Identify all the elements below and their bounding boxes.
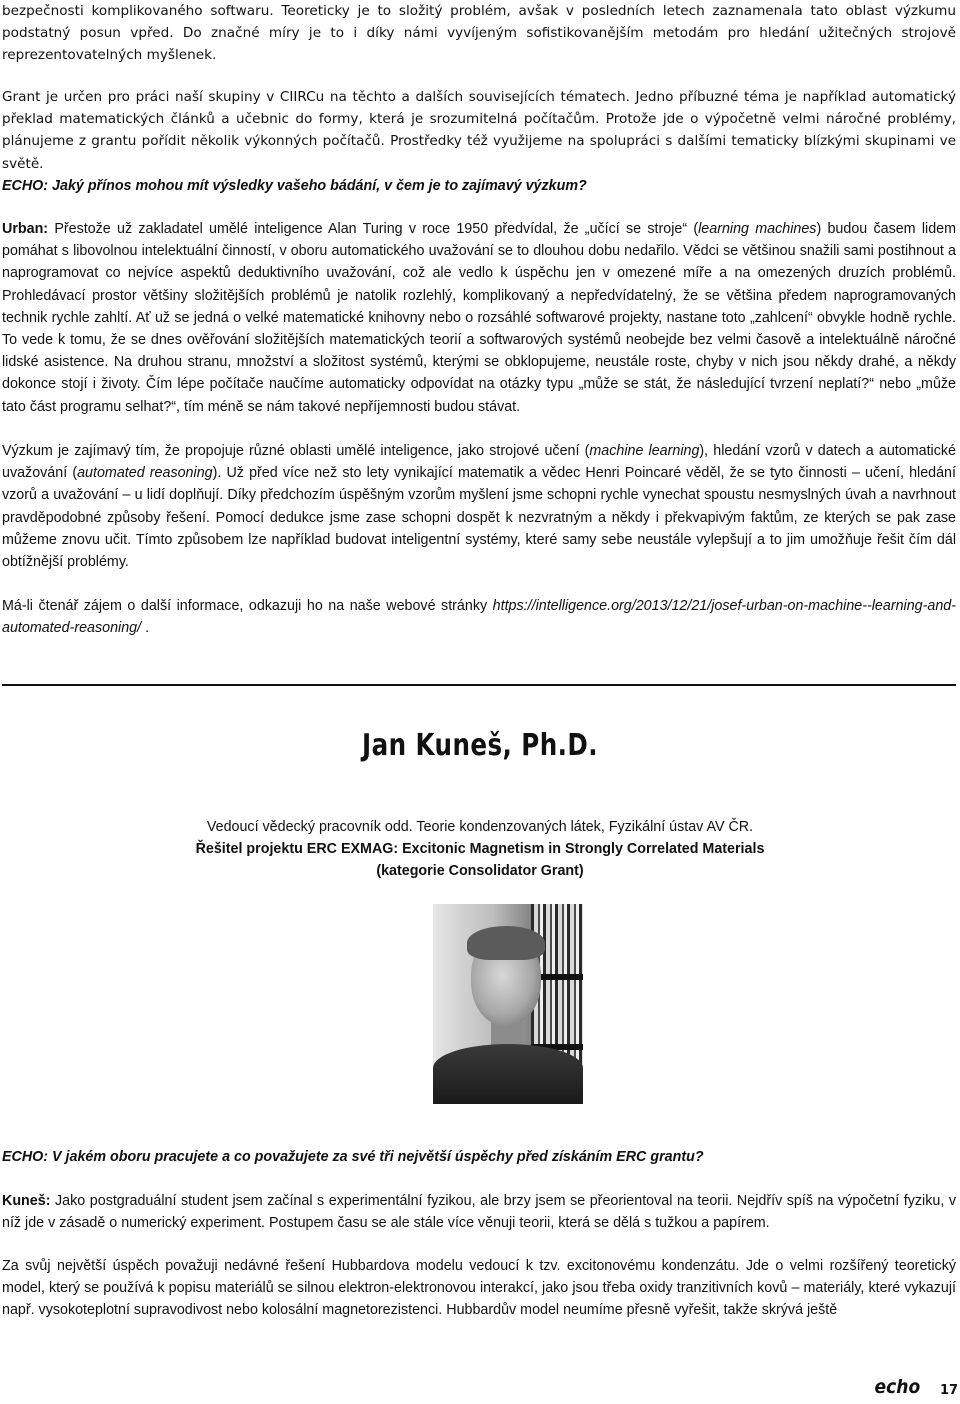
portrait-shirt [433, 1044, 583, 1104]
answer-text: ) budou časem lidem pomáhat s libovolnou intelektuální činností, v oboru automatického uvažování se to dlouhou dobu nedařilo. Vědci se většinou snažili sami postihnout a naprogramovat co nejvíce aspektů deduktivního uvažování, což ale vedlo k úspěchu jen v omezené míře a na omezených druzích problémů. Prohledávací prostor většiny složitějších problémů je natolik rozlehlý, komplikovaný a nepředvídatelný, že se většina předem naprogramovaných technik rychle zahltí. Ať už se jedná o velké matematické knihovny nebo o rozsáhlé softwarové projekty, nastane toto „zahlcení“ obvykle hodně rychle. To vede k tomu, že se dnes ověřování složitějších matematických teorií a softwarových systémů neobejde bez velmi časově a intelektuálně náročné lidské asistence. Na druhou stranu, množství a složitost systémů, kterými se obklopujeme, neustále roste, chyby v nich jsou někdy drahé, a někdy dokonce stojí i životy. Čím lépe počítače naučíme automaticky odpovídat na otázky typu „může se stát, že následující tvrzení neplatí?“ nebo „může tato část programu selhat?“, tím méně se nám takové nepříjemnosti budou stávat. [2, 221, 957, 415]
answer-text: Jako postgraduální student jsem začínal s experimentální fyzikou, ale brzy jsem se přeorientoval na teorii. Nejdřív spíš na výpočetní fyziku, v níž jde v zásadě o numerický experiment. Postupem času se ale stále více věnuji teorii, která se dělá s tužkou a papírem. [2, 1193, 956, 1232]
speaker-label: Kuneš: [2, 1193, 51, 1209]
answer-urban-2 [2, 440, 956, 573]
answer-italic-term: learning machines [698, 221, 817, 237]
section-divider [2, 684, 956, 686]
web-link[interactable]: https://intelligence.org/2013/12/21/josef-urban-on-machine--learning-and-automated-reasoning/ [2, 598, 956, 637]
paragraph-grant: Grant je určen pro práci naší skupiny v CIIRCu na těchto a dalších souvisejících tématech. Jedno příbuzné téma je například automatický překlad matematických článků a učebnic do formy, která je srozumitelná počítačům. Protože jde o výpočetně velmi náročné problémy, plánujeme z grantu pořídit několik výkonných počítačů. Prostředky též využijeme na spolupráci s dalšími tematicky blízkými skupinami ve světě. [2, 89, 956, 172]
person-name-heading: Jan Kuneš, Ph.D. [362, 728, 598, 763]
bio-position: Vedoucí vědecký pracovník odd. Teorie kondenzovaných látek, Fyzikální ústav AV ČR. [206, 819, 754, 835]
question-echo-2: ECHO: V jakém oboru pracujete a co považujete za své tři největší úspěchy před získáním ERC grantu? [2, 1149, 704, 1165]
answer-text: ), hledání vzorů v datech a automatické uvažování ( [2, 443, 956, 482]
speaker-label: Urban: [2, 221, 49, 237]
answer-urban-3 [2, 595, 956, 639]
bio-grant-category: (kategorie Consolidator Grant) [376, 863, 584, 880]
answer-kunes-1 [2, 1190, 956, 1234]
portrait-photo [433, 904, 583, 1104]
paragraph-intro: bezpečnosti komplikovaného softwaru. Teoreticky je to složitý problém, avšak v posledních letech zaznamenala tato oblast výzkumu podstatný posun vpřed. Do značné míry je to i díky námi vyvíjeným sofistikovanějším metodám pro hledání užitečných strojově reprezentovatelných myšlenek. [2, 3, 956, 64]
question-echo-1: ECHO: Jaký přínos mohou mít výsledky vašeho bádání, v čem je to zajímavý výzkum? [2, 178, 587, 194]
answer-text: ). Už před více než sto lety vynikající matematik a vědec Henri Poincaré věděl, že se tyto činnosti – učení, hledání vzorů a uvažování – u lidí doplňují. Díky předchozím úspěšným vzorům myšlení jsme schopni rychle vynechat spoustu nesmyslných úvah a navrhnout pravděpodobné způsoby řešení. Pomocí dedukce jsme zase schopni dospět k nezvratným a někdy i překvapivým faktům, ze kterých se pak zase můžeme znovu učit. Tímto způsobem lze například budovat inteligentní systémy, které samy sebe neustále vylepšují a to jim umožňuje řešit čím dál obtížnější problémy. [2, 465, 956, 571]
answer-kunes-2: Za svůj největší úspěch považuji nedávné řešení Hubbardova modelu vedoucí k tzv. excitonovému kondenzátu. Jde o velmi rozšířený teoretický model, který se používá k popisu materiálů se silnou elektron-elektronovou interakcí, jako jsou třeba oxidy tranzitivních kovů – materiály, které vykazují např. vysokoteplotní supravodivost nebo kolosální magnetorezistenci. Hubbardův model neumíme přesně vyřešit, takže skrývá ještě [2, 1258, 956, 1319]
bio-project: Řešitel projektu ERC EXMAG: Excitonic Magnetism in Strongly Correlated Materials [195, 841, 765, 858]
answer-text: Výzkum je zajímavý tím, že propojuje různé oblasti umělé inteligence, jako strojové učení ( [2, 443, 590, 459]
echo-logo: echo [874, 1376, 921, 1398]
answer-text: Přestože už zakladatel umělé inteligence Alan Turing v roce 1950 předvídal, že „učící se stroje“ ( [48, 221, 699, 237]
answer-text: . [141, 620, 150, 637]
answer-text: Má-li čtenář zájem o další informace, odkazuji ho na naše webové stránky [2, 598, 493, 614]
answer-urban-1 [2, 218, 956, 418]
answer-italic-term: automated reasoning [77, 465, 213, 482]
answer-italic-term: machine learning [589, 443, 700, 459]
person-bio [0, 816, 960, 883]
portrait-hair [467, 926, 545, 960]
page-number: 17 [940, 1383, 959, 1398]
